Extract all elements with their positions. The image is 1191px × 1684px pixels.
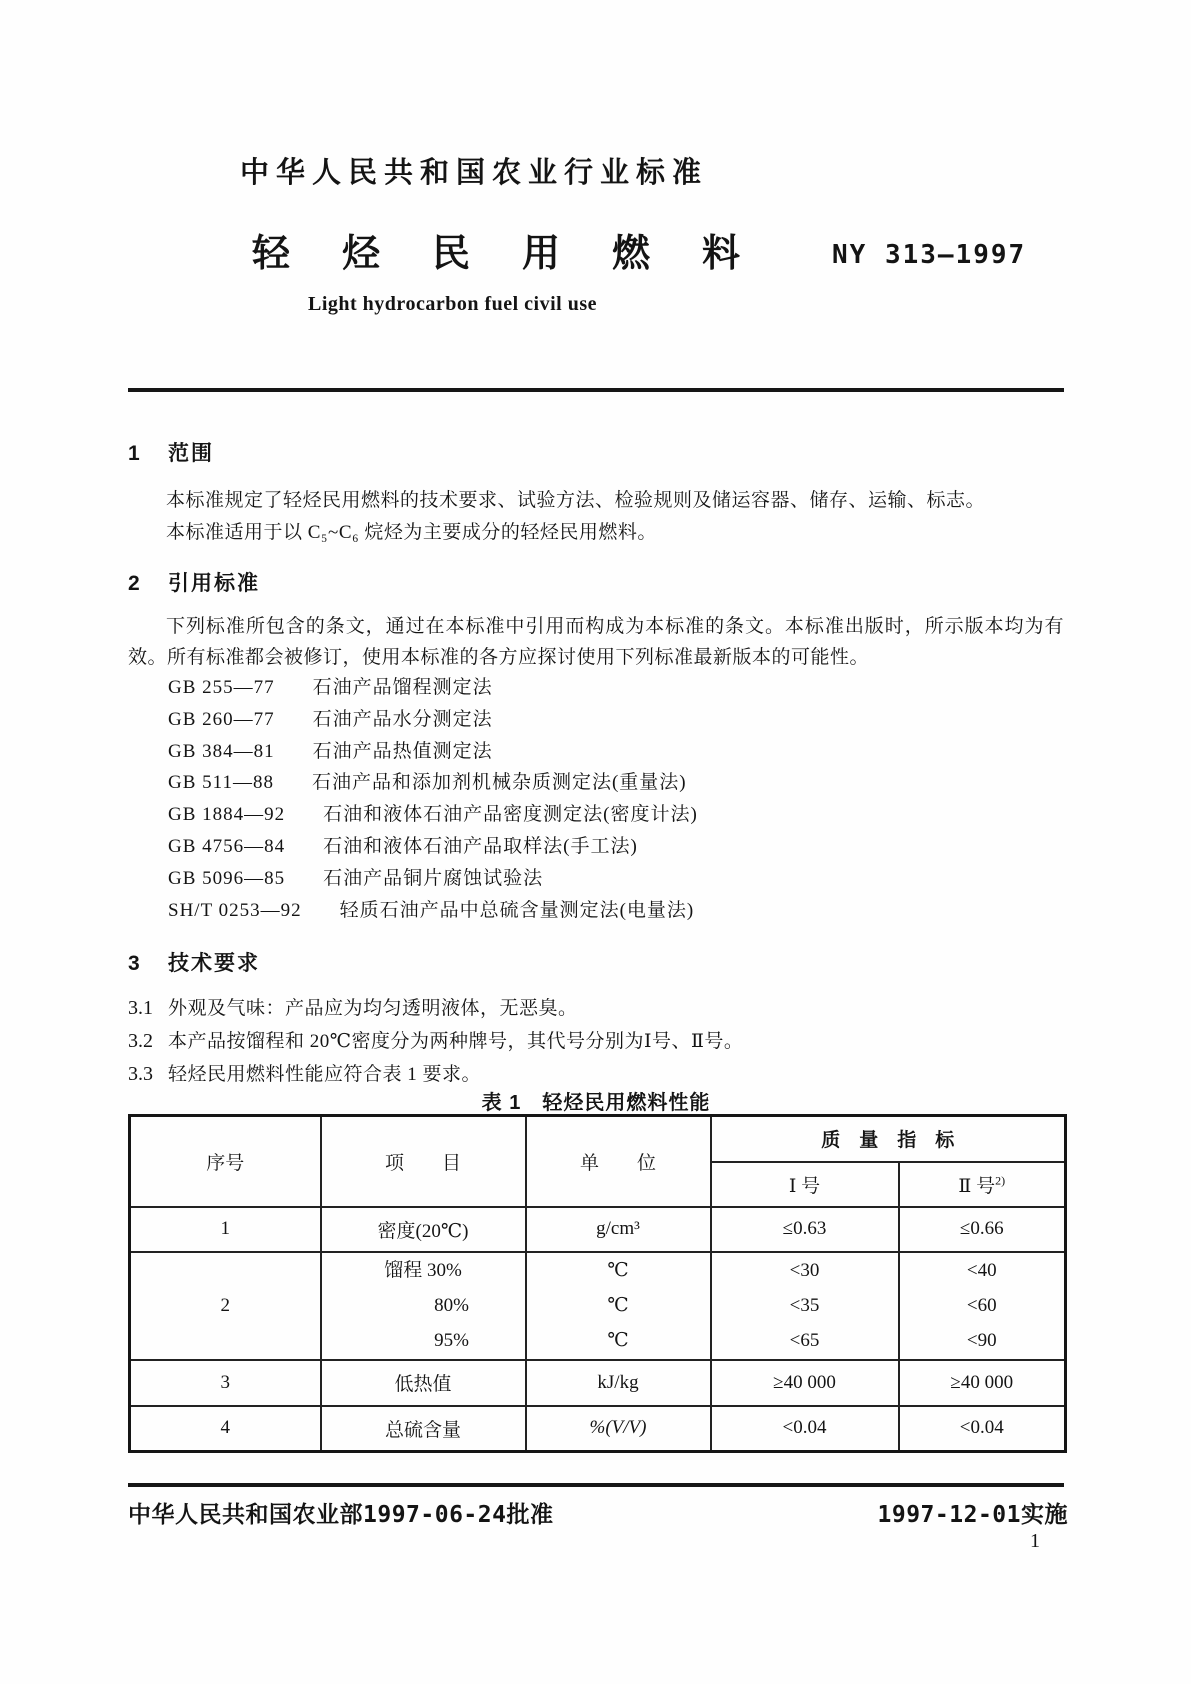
table-row bbox=[130, 1360, 1066, 1406]
unit-line: ℃ bbox=[607, 1295, 629, 1316]
reference-code: GB 255—77 bbox=[168, 677, 275, 698]
reference-list bbox=[168, 672, 698, 926]
reference-name: 石油产品馏程测定法 bbox=[312, 677, 493, 698]
cell-seq: 1 bbox=[130, 1207, 321, 1252]
standard-category-title: 中华人民共和国农业行业标准 bbox=[240, 157, 709, 189]
page-number: 1 bbox=[1030, 1530, 1040, 1552]
cell-seq: 3 bbox=[130, 1360, 321, 1406]
section-2-number: 2 bbox=[128, 572, 140, 595]
cell-grade1-value: ≥40 000 bbox=[711, 1360, 899, 1406]
table-row bbox=[130, 1207, 1066, 1252]
section-2-intro: 下列标准所包含的条文，通过在本标准中引用而构成为本标准的条文。本标准出版时，所示版本均为有效。所有标准都会被修订，使用本标准的各方应探讨使用下列标准最新版本的可能性。 bbox=[128, 616, 1064, 668]
standard-number: NY 313—1997 bbox=[832, 240, 1027, 270]
performance-table bbox=[128, 1114, 1067, 1453]
section-1-paragraph-2: 本标准适用于以 C₅~C₆ 烷烃为主要成分的轻烃民用燃料。 bbox=[166, 522, 657, 543]
value-line: <40 bbox=[966, 1260, 997, 1281]
header-cell-grade1 bbox=[711, 1162, 899, 1207]
value-line: <35 bbox=[789, 1295, 820, 1316]
reference-item bbox=[168, 799, 698, 831]
cell-unit bbox=[526, 1252, 711, 1360]
cell-item: 密度(20℃) bbox=[321, 1207, 526, 1252]
clause-3-2 bbox=[128, 1026, 1064, 1053]
clause-text: 外观及气味：产品应为均匀透明液体，无恶臭。 bbox=[168, 998, 578, 1019]
cell-item: 总硫含量 bbox=[321, 1406, 526, 1452]
clause-text: 轻烃民用燃料性能应符合表 1 要求。 bbox=[168, 1064, 482, 1085]
unit-line: ℃ bbox=[607, 1260, 629, 1281]
reference-name: 石油产品热值测定法 bbox=[312, 740, 493, 762]
clause-3-1 bbox=[128, 993, 1064, 1020]
cell-grade2-value: ≥40 000 bbox=[899, 1360, 1066, 1406]
cell-grade1-value bbox=[711, 1252, 899, 1360]
reference-item bbox=[168, 895, 698, 927]
header-cell-unit: 单 位 bbox=[526, 1116, 711, 1207]
reference-name: 石油和液体石油产品取样法(手工法) bbox=[323, 835, 638, 857]
cell-item bbox=[321, 1252, 526, 1360]
reference-name: 石油产品水分测定法 bbox=[312, 708, 493, 730]
reference-code: GB 5096—85 bbox=[168, 867, 286, 889]
section-1-number: 1 bbox=[128, 442, 140, 465]
reference-code: GB 511—88 bbox=[168, 772, 274, 794]
grade2-label: Ⅱ 号 bbox=[958, 1175, 996, 1197]
reference-name: 石油和液体石油产品密度测定法(密度计法) bbox=[323, 804, 698, 826]
reference-name: 石油产品铜片腐蚀试验法 bbox=[323, 867, 544, 889]
cell-item: 低热值 bbox=[321, 1360, 526, 1406]
reference-code: GB 260—77 bbox=[168, 708, 275, 730]
grade1-label: Ⅰ 号 bbox=[788, 1175, 821, 1197]
table-row bbox=[130, 1406, 1066, 1452]
reference-code: SH/T 0253—92 bbox=[168, 899, 302, 921]
cell-grade2-value: <0.04 bbox=[899, 1406, 1066, 1452]
section-1-title: 范围 bbox=[168, 442, 214, 465]
section-1-heading bbox=[128, 437, 214, 467]
reference-name: 石油产品和添加剂机械杂质测定法(重量法) bbox=[311, 772, 687, 794]
section-2-title: 引用标准 bbox=[168, 572, 260, 595]
reference-item bbox=[168, 831, 698, 863]
value-line: <90 bbox=[966, 1330, 997, 1351]
cell-grade2-value: ≤0.66 bbox=[899, 1207, 1066, 1252]
clause-number: 3.3 bbox=[128, 1063, 153, 1085]
reference-name: 轻质石油产品中总硫含量测定法(电量法) bbox=[339, 899, 695, 921]
distillation-95: 95% bbox=[434, 1330, 469, 1351]
reference-code: GB 1884—92 bbox=[168, 804, 286, 826]
unit-line: ℃ bbox=[607, 1330, 629, 1351]
reference-item bbox=[168, 863, 698, 895]
footer-divider bbox=[128, 1483, 1064, 1487]
clause-number: 3.1 bbox=[128, 997, 153, 1019]
implementation-date-text: 1997-12-01实施 bbox=[877, 1502, 1068, 1528]
cell-seq: 4 bbox=[130, 1406, 321, 1452]
standard-title-cn: 轻烃民用燃料 bbox=[252, 233, 793, 275]
reference-item bbox=[168, 736, 698, 768]
cell-unit: %(V/V) bbox=[526, 1406, 711, 1452]
value-line: <60 bbox=[966, 1295, 997, 1316]
reference-code: GB 4756—84 bbox=[168, 835, 286, 857]
distillation-80: 80% bbox=[434, 1295, 469, 1316]
approval-date-text: 中华人民共和国农业部1997-06-24批准 bbox=[128, 1502, 554, 1528]
table-row bbox=[130, 1252, 1066, 1360]
table-caption: 表 1 轻烃民用燃料性能 bbox=[481, 1092, 711, 1114]
header-cell-quality: 质 量 指 标 bbox=[711, 1116, 1066, 1162]
cell-grade1-value: ≤0.63 bbox=[711, 1207, 899, 1252]
cell-unit: kJ/kg bbox=[526, 1360, 711, 1406]
distillation-30: 馏程 30% bbox=[384, 1260, 462, 1281]
cell-unit: g/cm³ bbox=[526, 1207, 711, 1252]
section-3-heading bbox=[128, 947, 260, 977]
clause-number: 3.2 bbox=[128, 1030, 153, 1052]
header-cell-grade2 bbox=[899, 1162, 1066, 1207]
standard-title-en: Light hydrocarbon fuel civil use bbox=[308, 293, 597, 315]
section-3-title: 技术要求 bbox=[168, 952, 260, 975]
cell-seq: 2 bbox=[130, 1252, 321, 1360]
reference-code: GB 384—81 bbox=[168, 740, 275, 762]
section-3-number: 3 bbox=[128, 952, 140, 975]
cell-grade2-value bbox=[899, 1252, 1066, 1360]
grade2-footnote-mark: 2) bbox=[995, 1173, 1006, 1188]
clause-3-3 bbox=[128, 1059, 1064, 1086]
cell-grade1-value: <0.04 bbox=[711, 1406, 899, 1452]
section-1-paragraph-1: 本标准规定了轻烃民用燃料的技术要求、试验方法、检验规则及储运容器、储存、运输、标志。 bbox=[166, 490, 986, 511]
header-divider bbox=[128, 388, 1064, 392]
reference-item bbox=[168, 704, 698, 736]
clause-text: 本产品按馏程和 20℃密度分为两种牌号，其代号分别为Ⅰ号、Ⅱ号。 bbox=[168, 1031, 744, 1052]
reference-item bbox=[168, 672, 698, 704]
value-line: <30 bbox=[789, 1260, 820, 1281]
header-cell-item: 项 目 bbox=[321, 1116, 526, 1207]
value-line: <65 bbox=[789, 1330, 820, 1351]
table-header-row-1 bbox=[130, 1116, 1066, 1162]
section-2-heading bbox=[128, 567, 260, 597]
header-cell-no: 序号 bbox=[130, 1116, 321, 1207]
reference-item bbox=[168, 767, 698, 799]
